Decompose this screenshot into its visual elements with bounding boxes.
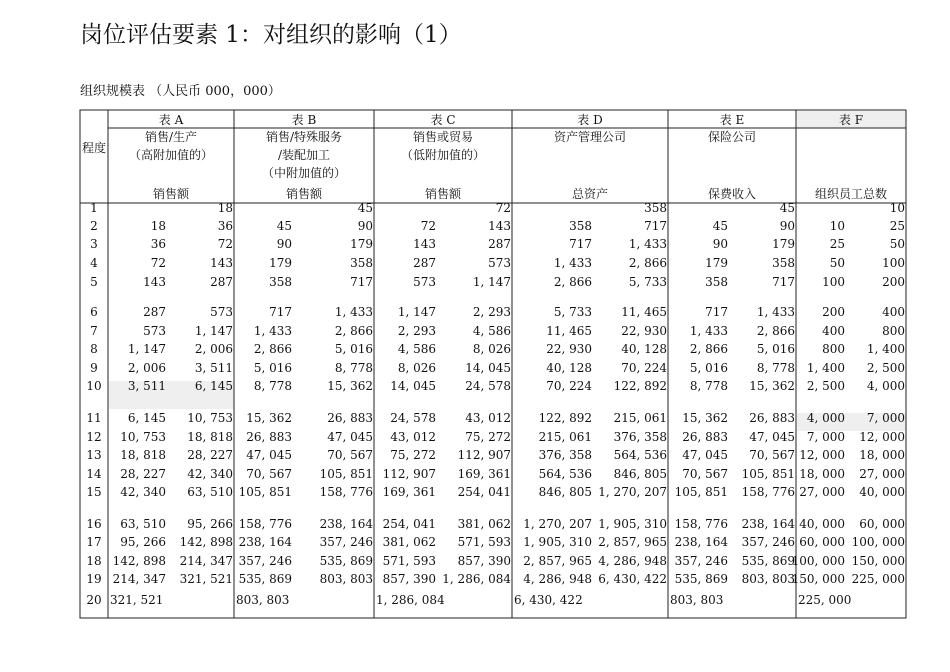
range-high: 717	[644, 219, 667, 233]
range-high: 12, 000	[859, 430, 905, 444]
range-low: 158, 776	[674, 517, 728, 531]
range-low: 717	[569, 237, 592, 251]
range-high: 50	[889, 237, 905, 251]
range-high: 11, 465	[621, 305, 667, 319]
range-low: 105, 851	[238, 485, 292, 499]
range-low: 42, 340	[120, 485, 166, 499]
level-number: 18	[86, 554, 102, 568]
range-low: 2, 006	[127, 361, 166, 375]
range-high: 142, 898	[179, 535, 233, 549]
range-value: 1, 286, 084	[376, 593, 445, 607]
range-low: 45	[276, 219, 292, 233]
level-number: 9	[90, 361, 98, 375]
range-high: 169, 361	[457, 467, 511, 481]
range-low: 8, 778	[689, 379, 728, 393]
range-low: 5, 016	[253, 361, 292, 375]
range-low: 357, 246	[238, 554, 292, 568]
range-high: 63, 510	[187, 485, 233, 499]
range-high: 70, 224	[621, 361, 667, 375]
range-low: 857, 390	[382, 572, 436, 586]
range-low: 2, 866	[553, 275, 592, 289]
range-low: 1, 905, 310	[523, 535, 592, 549]
range-low: 18	[150, 219, 166, 233]
range-high: 179	[772, 237, 795, 251]
range-high: 8, 026	[472, 342, 511, 356]
range-high: 150, 000	[851, 554, 905, 568]
page-title: 岗位评估要素 1：对组织的影响（1）	[80, 22, 462, 48]
range-low: 381, 062	[382, 535, 436, 549]
table-measure: 总资产	[571, 187, 609, 201]
range-low: 2, 866	[689, 342, 728, 356]
range-high: 2, 500	[866, 361, 905, 375]
range-low: 50	[829, 256, 845, 270]
range-high: 803, 803	[741, 572, 795, 586]
range-high: 1, 433	[334, 305, 373, 319]
range-high: 122, 892	[613, 379, 667, 393]
range-high: 287	[210, 275, 233, 289]
table-name: 表 D	[577, 113, 603, 127]
range-high: 2, 293	[472, 305, 511, 319]
range-low: 179	[269, 256, 292, 270]
table-name: 表 C	[430, 113, 456, 127]
range-low: 358	[569, 219, 592, 233]
range-high: 5, 016	[756, 342, 795, 356]
range-high: 27, 000	[859, 467, 905, 481]
range-low: 150, 000	[791, 572, 845, 586]
range-low: 1, 270, 207	[523, 517, 592, 531]
range-low: 10	[829, 219, 845, 233]
level-number: 13	[86, 448, 102, 462]
range-low: 287	[143, 305, 166, 319]
range-low: 564, 536	[538, 467, 592, 481]
range-low: 45	[712, 219, 728, 233]
range-low: 717	[705, 305, 728, 319]
range-high: 15, 362	[327, 379, 373, 393]
range-high: 70, 567	[749, 448, 795, 462]
range-low: 2, 293	[397, 324, 436, 338]
range-high: 564, 536	[613, 448, 667, 462]
range-low: 100	[822, 275, 845, 289]
table-description: （高附加值的）	[128, 148, 214, 162]
table-measure: 销售额	[285, 187, 323, 201]
range-value: 321, 521	[110, 593, 164, 607]
range-low: 717	[269, 305, 292, 319]
range-high: 42, 340	[187, 467, 233, 481]
range-low: 376, 358	[538, 448, 592, 462]
range-low: 40, 128	[546, 361, 592, 375]
range-high: 105, 851	[741, 467, 795, 481]
range-high: 5, 733	[628, 275, 667, 289]
range-low: 75, 272	[390, 448, 436, 462]
range-high: 2, 857, 965	[598, 535, 667, 549]
range-low: 571, 593	[382, 554, 436, 568]
range-low: 142, 898	[112, 554, 166, 568]
range-low: 100, 000	[791, 554, 845, 568]
range-high: 6, 430, 422	[598, 572, 667, 586]
range-high: 22, 930	[621, 324, 667, 338]
range-low: 26, 883	[246, 430, 292, 444]
range-low: 8, 026	[397, 361, 436, 375]
range-low: 238, 164	[238, 535, 292, 549]
level-number: 1	[90, 201, 98, 215]
table-description: 销售或贸易	[412, 130, 474, 144]
range-high: 215, 061	[613, 411, 667, 425]
range-high: 45	[779, 201, 795, 215]
table-measure: 销售额	[152, 187, 190, 201]
range-low: 846, 805	[538, 485, 592, 499]
level-header: 程度	[81, 141, 107, 155]
range-low: 90	[712, 237, 728, 251]
range-high: 357, 246	[319, 535, 373, 549]
range-high: 376, 358	[613, 430, 667, 444]
range-low: 95, 266	[120, 535, 166, 549]
range-high: 40, 000	[859, 485, 905, 499]
table-measure: 组织员工总数	[814, 187, 888, 201]
range-high: 4, 586	[472, 324, 511, 338]
range-low: 28, 227	[120, 467, 166, 481]
range-high: 70, 567	[327, 448, 373, 462]
range-high: 400	[882, 305, 905, 319]
range-high: 1, 270, 207	[598, 485, 667, 499]
range-low: 47, 045	[246, 448, 292, 462]
range-low: 11, 465	[546, 324, 592, 338]
level-number: 11	[86, 411, 102, 425]
range-high: 1, 905, 310	[598, 517, 667, 531]
table-caption: 组织规模表 （人民币 000，000）	[80, 84, 281, 99]
range-low: 357, 246	[674, 554, 728, 568]
range-low: 24, 578	[390, 411, 436, 425]
range-low: 179	[705, 256, 728, 270]
range-high: 5, 016	[334, 342, 373, 356]
range-low: 18, 818	[120, 448, 166, 462]
range-low: 4, 586	[397, 342, 436, 356]
range-low: 358	[269, 275, 292, 289]
range-high: 47, 045	[327, 430, 373, 444]
range-high: 143	[210, 256, 233, 270]
range-low: 2, 857, 965	[523, 554, 592, 568]
level-number: 17	[86, 535, 102, 549]
range-high: 2, 866	[334, 324, 373, 338]
range-high: 14, 045	[465, 361, 511, 375]
range-high: 800	[882, 324, 905, 338]
range-high: 90	[779, 219, 795, 233]
range-high: 287	[488, 237, 511, 251]
range-low: 26, 883	[682, 430, 728, 444]
range-low: 10, 753	[120, 430, 166, 444]
range-high: 717	[350, 275, 373, 289]
range-high: 381, 062	[457, 517, 511, 531]
range-low: 43, 012	[390, 430, 436, 444]
table-description: （中附加值的）	[261, 166, 347, 180]
range-high: 112, 907	[457, 448, 511, 462]
range-low: 358	[705, 275, 728, 289]
range-high: 717	[772, 275, 795, 289]
range-low: 18, 000	[799, 467, 845, 481]
table-name: 表 E	[719, 113, 745, 127]
range-low: 70, 224	[546, 379, 592, 393]
range-low: 47, 045	[682, 448, 728, 462]
range-high: 1, 400	[866, 342, 905, 356]
range-low: 535, 869	[674, 572, 728, 586]
range-low: 2, 866	[253, 342, 292, 356]
level-number: 12	[86, 430, 102, 444]
range-high: 1, 286, 084	[442, 572, 511, 586]
range-high: 47, 045	[749, 430, 795, 444]
range-high: 10, 753	[187, 411, 233, 425]
range-low: 15, 362	[682, 411, 728, 425]
range-low: 7, 000	[806, 430, 845, 444]
range-low: 4, 000	[806, 411, 845, 425]
range-high: 26, 883	[749, 411, 795, 425]
level-number: 7	[90, 324, 98, 338]
range-low: 214, 347	[112, 572, 166, 586]
range-low: 535, 869	[238, 572, 292, 586]
range-low: 22, 930	[546, 342, 592, 356]
range-high: 1, 147	[472, 275, 511, 289]
range-high: 214, 347	[179, 554, 233, 568]
range-low: 70, 567	[246, 467, 292, 481]
range-high: 358	[644, 201, 667, 215]
table-description: 保险公司	[707, 130, 757, 144]
range-low: 6, 145	[127, 411, 166, 425]
range-high: 4, 000	[866, 379, 905, 393]
range-low: 60, 000	[799, 535, 845, 549]
range-low: 143	[413, 237, 436, 251]
range-high: 18	[217, 201, 233, 215]
range-high: 1, 433	[628, 237, 667, 251]
range-high: 143	[488, 219, 511, 233]
range-high: 4, 286, 948	[598, 554, 667, 568]
table-description: 资产管理公司	[553, 130, 627, 144]
range-high: 225, 000	[851, 572, 905, 586]
range-high: 28, 227	[187, 448, 233, 462]
range-high: 321, 521	[179, 572, 233, 586]
range-high: 26, 883	[327, 411, 373, 425]
range-high: 95, 266	[187, 517, 233, 531]
range-low: 1, 433	[553, 256, 592, 270]
range-high: 254, 041	[457, 485, 511, 499]
range-low: 40, 000	[799, 517, 845, 531]
range-low: 72	[150, 256, 166, 270]
range-high: 45	[357, 201, 373, 215]
range-high: 1, 147	[194, 324, 233, 338]
range-low: 200	[822, 305, 845, 319]
range-low: 25	[829, 237, 845, 251]
range-low: 112, 907	[382, 467, 436, 481]
range-high: 8, 778	[756, 361, 795, 375]
table-description: 销售/特殊服务	[265, 130, 343, 144]
table-description: /装配加工	[277, 148, 331, 162]
range-low: 14, 045	[390, 379, 436, 393]
range-low: 12, 000	[799, 448, 845, 462]
range-low: 573	[143, 324, 166, 338]
range-high: 60, 000	[859, 517, 905, 531]
range-low: 70, 567	[682, 467, 728, 481]
range-high: 24, 578	[465, 379, 511, 393]
range-high: 75, 272	[465, 430, 511, 444]
range-low: 1, 147	[397, 305, 436, 319]
range-low: 1, 433	[689, 324, 728, 338]
range-high: 1, 433	[756, 305, 795, 319]
range-low: 8, 778	[253, 379, 292, 393]
table-name: 表 A	[158, 113, 184, 127]
range-low: 4, 286, 948	[523, 572, 592, 586]
level-number: 5	[90, 275, 98, 289]
range-low: 36	[150, 237, 166, 251]
level-number: 14	[86, 467, 102, 481]
range-low: 143	[143, 275, 166, 289]
range-low: 27, 000	[799, 485, 845, 499]
range-low: 254, 041	[382, 517, 436, 531]
table-measure: 销售额	[424, 187, 462, 201]
range-high: 72	[495, 201, 511, 215]
range-high: 857, 390	[457, 554, 511, 568]
range-low: 215, 061	[538, 430, 592, 444]
range-low: 1, 147	[127, 342, 166, 356]
range-high: 573	[488, 256, 511, 270]
range-high: 158, 776	[741, 485, 795, 499]
range-low: 122, 892	[538, 411, 592, 425]
range-high: 357, 246	[741, 535, 795, 549]
range-high: 15, 362	[749, 379, 795, 393]
range-low: 238, 164	[674, 535, 728, 549]
range-high: 43, 012	[465, 411, 511, 425]
level-number: 10	[86, 379, 102, 393]
range-high: 158, 776	[319, 485, 373, 499]
table-description: 销售/生产	[144, 130, 198, 144]
range-low: 15, 362	[246, 411, 292, 425]
range-high: 2, 866	[756, 324, 795, 338]
range-high: 571, 593	[457, 535, 511, 549]
range-low: 169, 361	[382, 485, 436, 499]
level-number: 4	[90, 256, 98, 270]
range-high: 2, 006	[194, 342, 233, 356]
range-high: 358	[772, 256, 795, 270]
range-high: 18, 818	[187, 430, 233, 444]
range-low: 800	[822, 342, 845, 356]
range-high: 36	[217, 219, 233, 233]
table-name: 表 B	[291, 113, 317, 127]
range-low: 400	[822, 324, 845, 338]
table-measure: 保费收入	[707, 187, 757, 201]
level-number: 16	[86, 517, 102, 531]
range-value: 6, 430, 422	[514, 593, 583, 607]
range-high: 179	[350, 237, 373, 251]
range-low: 287	[413, 256, 436, 270]
level-number: 6	[90, 305, 98, 319]
level-number: 2	[90, 219, 98, 233]
range-high: 846, 805	[613, 467, 667, 481]
table-name: 表 F	[838, 113, 864, 127]
range-high: 238, 164	[741, 517, 795, 531]
range-value: 225, 000	[798, 593, 852, 607]
range-high: 18, 000	[859, 448, 905, 462]
range-high: 105, 851	[319, 467, 373, 481]
range-high: 358	[350, 256, 373, 270]
range-high: 8, 778	[334, 361, 373, 375]
range-low: 72	[420, 219, 436, 233]
range-value: 803, 803	[670, 593, 724, 607]
range-high: 6, 145	[194, 379, 233, 393]
range-high: 535, 869	[319, 554, 373, 568]
range-low: 3, 511	[127, 379, 166, 393]
range-high: 25	[889, 219, 905, 233]
range-high: 40, 128	[621, 342, 667, 356]
range-high: 535, 869	[741, 554, 795, 568]
level-number: 15	[86, 485, 102, 499]
range-high: 3, 511	[194, 361, 233, 375]
range-low: 105, 851	[674, 485, 728, 499]
range-high: 72	[217, 237, 233, 251]
range-low: 5, 016	[689, 361, 728, 375]
range-low: 90	[276, 237, 292, 251]
range-high: 10	[889, 201, 905, 215]
range-high: 803, 803	[319, 572, 373, 586]
range-high: 90	[357, 219, 373, 233]
range-low: 573	[413, 275, 436, 289]
range-high: 100, 000	[851, 535, 905, 549]
range-low: 1, 433	[253, 324, 292, 338]
range-high: 238, 164	[319, 517, 373, 531]
range-high: 7, 000	[866, 411, 905, 425]
range-low: 63, 510	[120, 517, 166, 531]
range-low: 5, 733	[553, 305, 592, 319]
range-value: 803, 803	[236, 593, 290, 607]
level-number: 19	[86, 572, 102, 586]
range-high: 573	[210, 305, 233, 319]
range-low: 1, 400	[806, 361, 845, 375]
range-high: 2, 866	[628, 256, 667, 270]
table-description: （低附加值的）	[400, 148, 486, 162]
level-number: 3	[90, 237, 98, 251]
range-high: 100	[882, 256, 905, 270]
range-low: 158, 776	[238, 517, 292, 531]
level-number: 20	[86, 593, 102, 607]
level-number: 8	[90, 342, 98, 356]
range-high: 200	[882, 275, 905, 289]
range-low: 2, 500	[806, 379, 845, 393]
